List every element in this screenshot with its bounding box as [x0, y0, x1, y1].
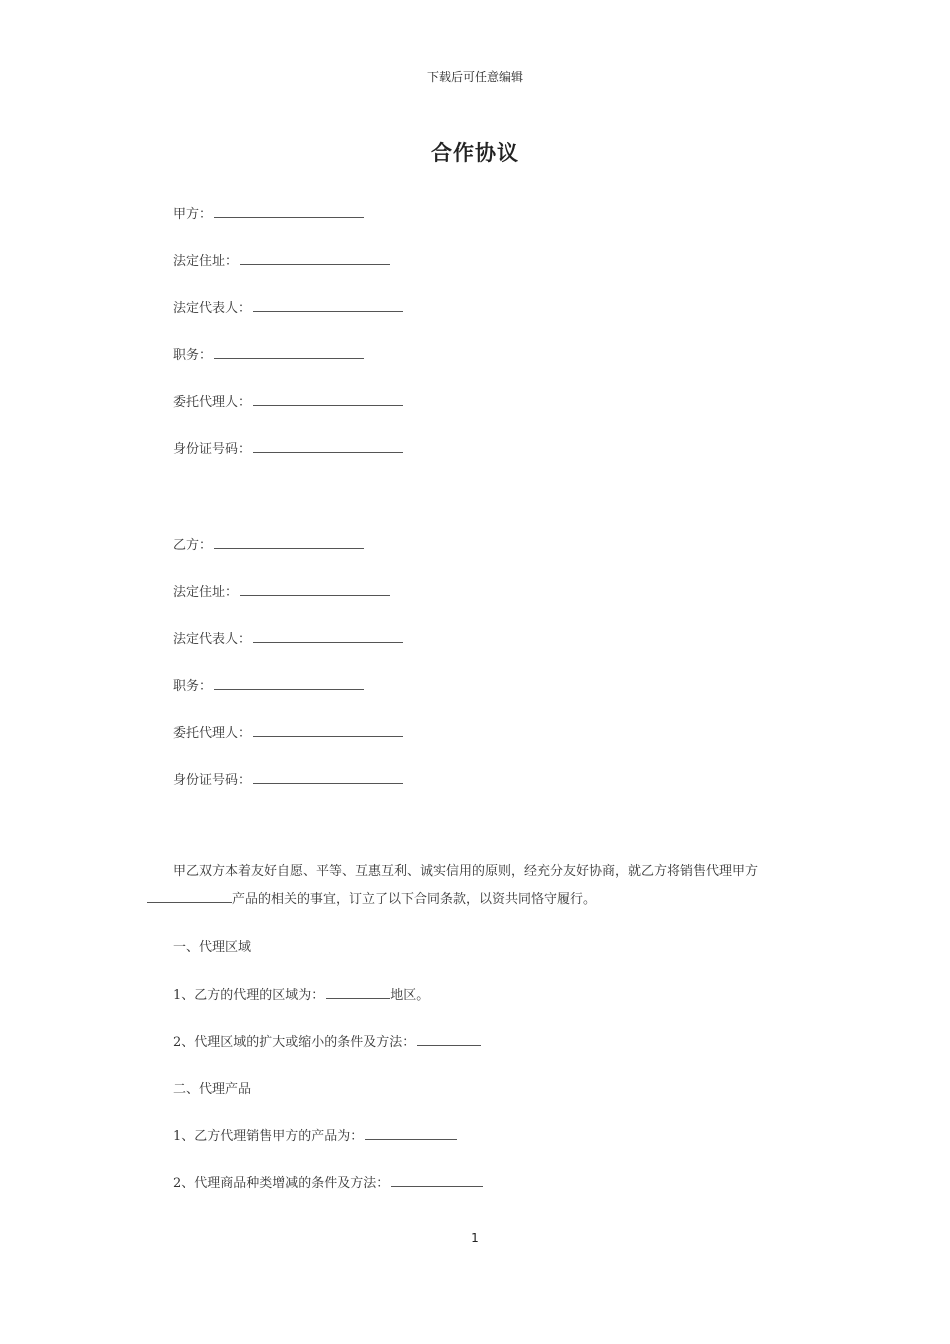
- party-b-name-label: 乙方：: [173, 538, 213, 553]
- party-a-agent-row: [173, 391, 403, 410]
- section2-item1-prefix: 1、乙方代理销售甲方的产品为：: [173, 1129, 364, 1144]
- page-header: 下载后可任意编辑: [426, 70, 523, 84]
- party-a-rep-blank[interactable]: [253, 299, 403, 312]
- intro-text-part2: 产品的相关的事宜，订立了以下合同条款，以资共同恪守履行。: [232, 892, 597, 907]
- section2-item1-blank[interactable]: [365, 1127, 457, 1140]
- party-a-id-label: 身份证号码：: [173, 442, 252, 457]
- section1-item2-prefix: 2、代理区域的扩大或缩小的条件及方法：: [173, 1035, 416, 1050]
- section2-heading: 二、代理产品: [173, 1082, 252, 1097]
- document-title: 合作协议: [431, 141, 519, 165]
- party-b-id-label: 身份证号码：: [173, 773, 252, 788]
- section1-item1-blank[interactable]: [326, 986, 390, 999]
- party-b-position-blank[interactable]: [214, 677, 364, 690]
- party-b-rep-row: [173, 628, 403, 647]
- party-a-position-label: 职务：: [173, 348, 213, 363]
- party-b-agent-blank[interactable]: [253, 724, 403, 737]
- party-b-rep-blank[interactable]: [253, 630, 403, 643]
- section1-item1-suffix: 地区。: [390, 988, 430, 1003]
- party-b-id-row: [173, 769, 403, 788]
- party-b-name-blank[interactable]: [214, 536, 364, 549]
- section2-item1: [173, 1125, 457, 1144]
- party-a-position-row: [173, 344, 364, 363]
- party-a-address-row: [173, 250, 390, 269]
- section2-item2-prefix: 2、代理商品种类增减的条件及方法：: [173, 1176, 390, 1191]
- party-b-position-row: [173, 675, 364, 694]
- intro-paragraph: [145, 858, 810, 914]
- party-a-position-blank[interactable]: [214, 346, 364, 359]
- page-number: 1: [471, 1231, 479, 1245]
- party-a-rep-row: [173, 297, 403, 316]
- party-a-name-label: 甲方：: [173, 207, 213, 222]
- party-a-name-row: [173, 203, 364, 222]
- party-b-address-label: 法定住址：: [173, 585, 239, 600]
- section1-item1-prefix: 1、乙方的代理的区域为：: [173, 988, 325, 1003]
- section1-heading: 一、代理区域: [173, 940, 252, 955]
- party-a-address-blank[interactable]: [240, 252, 390, 265]
- party-b-agent-row: [173, 722, 403, 741]
- party-a-rep-label: 法定代表人：: [173, 301, 252, 316]
- party-a-agent-blank[interactable]: [253, 393, 403, 406]
- section2-item2: [173, 1172, 483, 1191]
- party-a-address-label: 法定住址：: [173, 254, 239, 269]
- section1-item2: [173, 1031, 481, 1050]
- party-a-name-blank[interactable]: [214, 205, 364, 218]
- party-a-id-blank[interactable]: [253, 440, 403, 453]
- party-a-agent-label: 委托代理人：: [173, 395, 252, 410]
- party-b-agent-label: 委托代理人：: [173, 726, 252, 741]
- intro-text-part1: 甲乙双方本着友好自愿、平等、互惠互利、诚实信用的原则，经充分友好协商，就乙方将销售代理甲方: [173, 864, 759, 879]
- section1-item2-blank[interactable]: [417, 1033, 481, 1046]
- party-b-address-row: [173, 581, 390, 600]
- party-b-rep-label: 法定代表人：: [173, 632, 252, 647]
- intro-product-blank[interactable]: [147, 890, 232, 903]
- party-b-address-blank[interactable]: [240, 583, 390, 596]
- party-b-name-row: [173, 534, 364, 553]
- party-b-position-label: 职务：: [173, 679, 213, 694]
- party-b-id-blank[interactable]: [253, 771, 403, 784]
- section2-item2-blank[interactable]: [391, 1174, 483, 1187]
- section1-item1: [173, 984, 429, 1003]
- party-a-id-row: [173, 438, 403, 457]
